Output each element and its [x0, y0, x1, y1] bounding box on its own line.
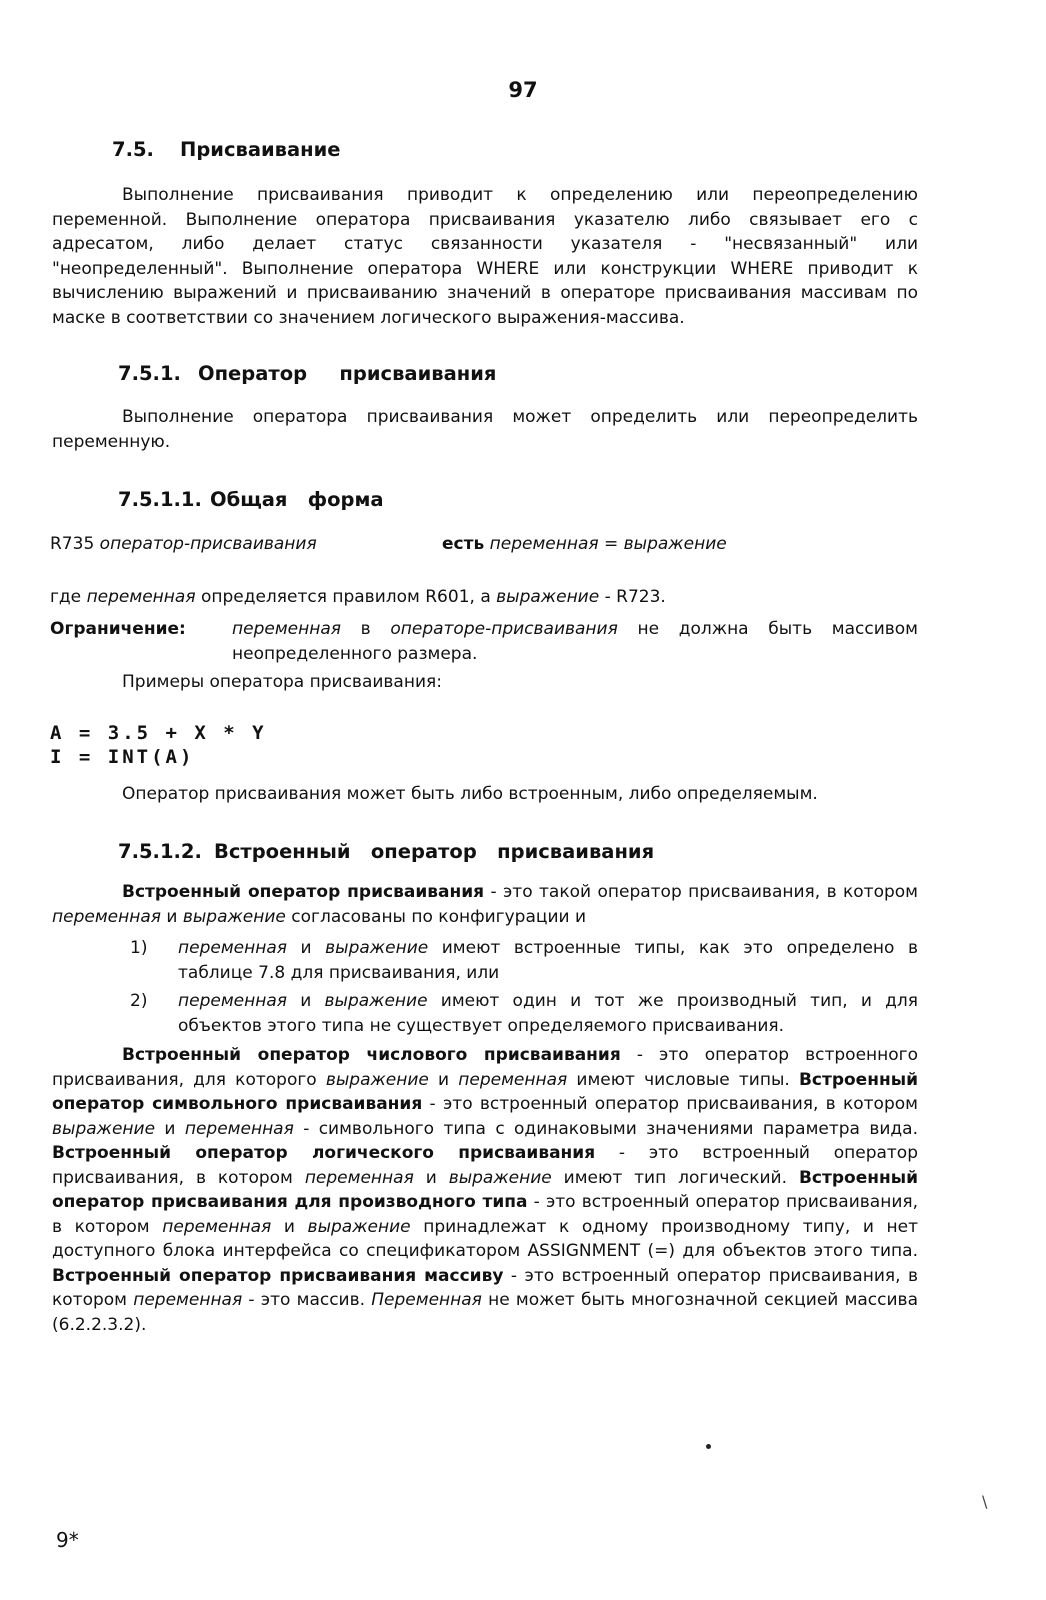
- text: и: [160, 906, 183, 927]
- code-line-2: I = INT(A): [50, 746, 195, 768]
- list-item-1: [178, 936, 918, 985]
- term: выражение: [325, 1069, 429, 1090]
- term: переменная: [133, 1290, 243, 1310]
- list-item-2: [178, 989, 918, 1038]
- text: не должна быть массивом неопределенного размера.: [232, 619, 918, 664]
- section-title: Оператор присваивания: [198, 362, 497, 385]
- text: не может быть многозначной секцией массива (6.2.2.3.2).: [52, 1290, 918, 1335]
- section-heading-7-5-1-1: [118, 488, 384, 511]
- text: - это встроенный оператор присваивания, в котором: [422, 1094, 918, 1114]
- term-definition: Встроенный оператор символьного присваивания: [52, 1069, 918, 1114]
- term: переменная: [304, 1167, 414, 1188]
- text: имеют один и тот же производный тип, и для объектов этого типа не существует определяемого присваивания.: [178, 991, 919, 1036]
- term-definition: Встроенный оператор присваивания массиву: [52, 1265, 504, 1286]
- term: переменная: [178, 991, 287, 1011]
- term: выражение: [496, 587, 600, 607]
- term: выражение: [182, 906, 286, 927]
- term-definition: Встроенный оператор присваивания для производного типа: [52, 1167, 918, 1212]
- section-heading-7-5-1-2: [118, 840, 654, 863]
- term: переменная: [86, 587, 196, 607]
- term: переменная: [458, 1069, 568, 1090]
- term-definition: Встроенный оператор присваивания: [122, 882, 485, 902]
- term: выражение: [52, 1118, 156, 1139]
- text: имеют тип логический.: [551, 1167, 799, 1188]
- list-item-2-number: 2): [130, 991, 148, 1011]
- section-7-5-1-2-definitions: [52, 1043, 918, 1337]
- text: - это массив.: [242, 1290, 372, 1310]
- after-code-text: Оператор присваивания может быть либо встроенным, либо определяемым.: [122, 784, 818, 804]
- text: и: [413, 1167, 449, 1188]
- text: - это встроенный оператор присваивания, в котором: [52, 1265, 918, 1310]
- term: переменная: [162, 1216, 272, 1237]
- rule-id: R735: [50, 534, 95, 554]
- term: выражение: [324, 991, 428, 1011]
- text: и: [286, 938, 326, 958]
- text: согласованы по конфигурации и: [285, 906, 586, 927]
- text: определяется правилом R601, а: [195, 587, 497, 607]
- text: имеют встроенные типы, как это определено в таблице 7.8 для присваивания, или: [178, 938, 918, 983]
- term: выражение: [325, 938, 429, 958]
- section-title: Общая форма: [210, 488, 384, 511]
- term: выражение: [307, 1216, 411, 1237]
- text: и: [286, 991, 325, 1011]
- section-7-5-1-2-intro: [52, 880, 918, 929]
- signature-mark: 9*: [56, 1528, 79, 1552]
- term-definition: Встроенный оператор числового присваивания: [122, 1045, 621, 1065]
- text: и: [155, 1118, 185, 1139]
- term: переменная: [232, 619, 341, 639]
- section-7-5-1-paragraph: Выполнение оператора присваивания может определить или переопределить переменную.: [52, 407, 918, 452]
- text: - это встроенный оператор присваивания, в котором: [52, 1192, 918, 1237]
- section-number: 7.5.1.: [118, 362, 181, 385]
- code-line-1: A = 3.5 + X * Y: [50, 722, 267, 744]
- section-7-5-paragraph: Выполнение присваивания приводит к определению или переопределению переменной. Выполнение оператора присваивания указателю либо связывает его с адресатом, либо делает статус связанности указателя - "несвязанный" или "неопределенный". Выполнение оператора WHERE или конструкции WHERE приводит к вычислению выражений и присваиванию значений в операторе присваивания массивам по маске в соответствии со значением логического выражения-массива.: [52, 185, 918, 328]
- text: имеют числовые типы.: [567, 1069, 799, 1090]
- term: переменная: [178, 938, 287, 958]
- term: переменная: [184, 1118, 294, 1139]
- term-definition: Встроенный оператор логического присваивания: [52, 1143, 596, 1163]
- section-number: 7.5.1.1.: [118, 488, 202, 511]
- rule-is: есть: [442, 534, 485, 554]
- text: принадлежат к одному производному типу, и нет доступного блока интерфейса со спецификатором ASSIGNMENT (=) для объектов этого типа.: [52, 1216, 918, 1261]
- text: - это такой оператор присваивания, в котором: [484, 882, 918, 902]
- rule-lhs: оператор-присваивания: [99, 534, 317, 554]
- term: операторе-присваивания: [390, 619, 618, 639]
- text: в: [340, 619, 391, 639]
- list-item-1-number: 1): [130, 938, 148, 958]
- page-number: 97: [508, 78, 538, 102]
- term: переменная: [52, 906, 161, 927]
- syntax-rule-r735: [50, 532, 930, 557]
- constraint-text: [232, 617, 918, 666]
- section-title: Присваивание: [180, 138, 341, 161]
- section-number: 7.5.1.2.: [118, 840, 202, 863]
- rule-definition: [442, 532, 727, 557]
- rule-rhs: переменная = выражение: [489, 534, 727, 554]
- text: - символьного типа с одинаковыми значениями параметра вида.: [293, 1118, 918, 1139]
- text: где: [50, 587, 87, 607]
- section-heading-7-5-1: [118, 362, 496, 385]
- text: и: [271, 1216, 308, 1237]
- scan-mark: \: [982, 1492, 988, 1511]
- section-title: Встроенный оператор присваивания: [214, 840, 655, 863]
- text: - это встроенный оператор присваивания, в котором: [52, 1143, 919, 1188]
- where-clause: [50, 585, 930, 610]
- term: Переменная: [371, 1290, 482, 1310]
- examples-label: Примеры оператора присваивания:: [122, 672, 442, 692]
- section-number: 7.5.: [112, 138, 154, 161]
- text: - R723.: [599, 587, 666, 607]
- section-heading-7-5: [112, 138, 341, 161]
- scan-speck: [706, 1444, 711, 1449]
- term: выражение: [448, 1167, 552, 1188]
- constraint-label: Ограничение:: [50, 619, 186, 639]
- text: - это оператор встроенного присваивания, для которого: [52, 1045, 919, 1090]
- text: и: [428, 1069, 459, 1090]
